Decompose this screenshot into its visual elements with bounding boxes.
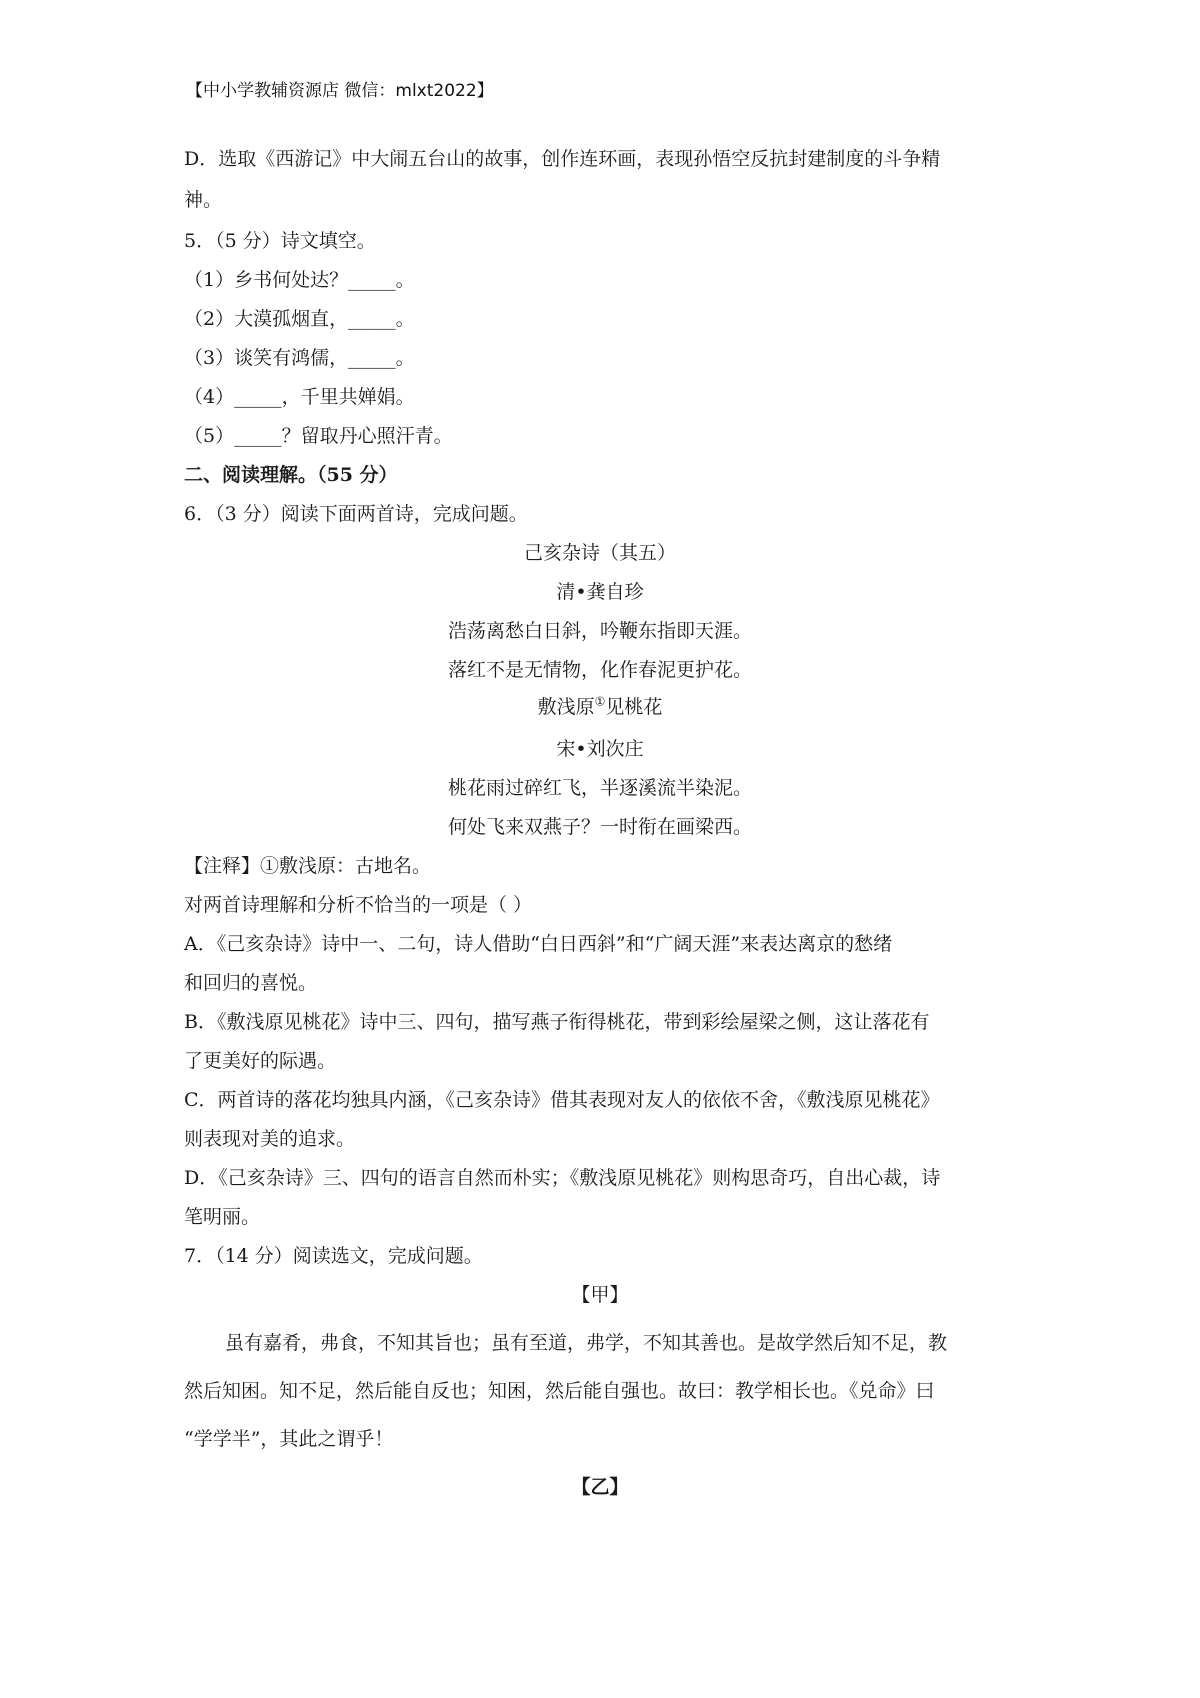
q4-option-d-line2: 神。 [184,189,223,211]
q6-note: 【注释】①敷浅原：古地名。 [184,855,432,877]
watermark: 【中小学教辅资源店 微信：mlxt2022】 [186,81,494,101]
poem1-title: 己亥杂诗（其五） [523,542,676,564]
q6-stem: 6．（3 分）阅读下面两首诗，完成问题。 [184,503,528,525]
poem2-line-2: 何处飞来双燕子？一时衔在画梁西。 [447,816,752,838]
footnote-marker: ① [594,694,606,709]
q6-option-b-line1: B．《敷浅原见桃花》诗中三、四句，描写燕子衔得桃花，带到彩绘屋梁之侧，这让落花有 [184,1011,930,1033]
q6-option-b-line2: 了更美好的际遇。 [184,1050,337,1072]
poem2-title-prefix: 敷浅原 [537,696,595,718]
q5-item-2: （2）大漠孤烟直，_____。 [184,308,415,330]
section-2-heading: 二、阅读理解。（55 分） [184,464,398,486]
poem1-line-1: 浩荡离愁白日斜，吟鞭东指即天涯。 [447,620,752,642]
q6-option-a-line1: A．《己亥杂诗》诗中一、二句，诗人借助“白日西斜”和“广阔天涯”来表达离京的愁绪 [184,933,893,955]
poem2-author: 宋•刘次庄 [556,738,644,760]
q5-item-4: （4）_____，千里共婵娟。 [184,386,415,408]
q5-item-1: （1）乡书何处达？_____。 [184,269,415,291]
q6-option-c-line1: C．两首诗的落花均独具内涵，《己亥杂诗》借其表现对友人的依依不舍，《敷浅原见桃花》 [184,1089,940,1111]
poem1-author: 清•龚自珍 [556,581,644,603]
poem2-title-suffix: 见桃花 [605,696,663,718]
q6-question: 对两首诗理解和分析不恰当的一项是（ ） [184,894,533,916]
q7-part-a-line-2: 然后知困。知不足，然后能自反也；知困，然后能自强也。故曰：教学相长也。《兑命》曰 [184,1380,935,1402]
q7-part-a-line-3: “学学半”，其此之谓乎！ [184,1428,394,1450]
poem1-line-2: 落红不是无情物，化作春泥更护花。 [447,659,752,681]
q6-option-c-line2: 则表现对美的追求。 [184,1128,356,1150]
q5-item-3: （3）谈笑有鸿儒，_____。 [184,347,415,369]
poem2-title [0,692,1200,719]
q7-stem: 7．（14 分）阅读选文，完成问题。 [184,1245,483,1267]
q7-part-b-heading: 【乙】 [571,1476,629,1498]
q7-part-a-heading: 【甲】 [571,1284,629,1306]
poem2-line-1: 桃花雨过碎红飞，半逐溪流半染泥。 [447,777,752,799]
q6-option-d-line1: D．《己亥杂诗》三、四句的语言自然而朴实；《敷浅原见桃花》则构思奇巧，自出心裁，诗 [184,1167,941,1189]
q5-item-5: （5）_____？留取丹心照汗青。 [184,425,453,447]
q6-option-a-line2: 和回归的喜悦。 [184,972,318,994]
q5-stem: 5．（5 分）诗文填空。 [184,230,376,252]
q7-part-a-line-1: 虽有嘉肴，弗食，不知其旨也；虽有至道，弗学，不知其善也。是故学然后知不足，教 [225,1332,948,1354]
q4-option-d-line1: D．选取《西游记》中大闹五台山的故事，创作连环画，表现孙悟空反抗封建制度的斗争精 [184,148,941,170]
q6-option-d-line2: 笔明丽。 [184,1206,261,1228]
